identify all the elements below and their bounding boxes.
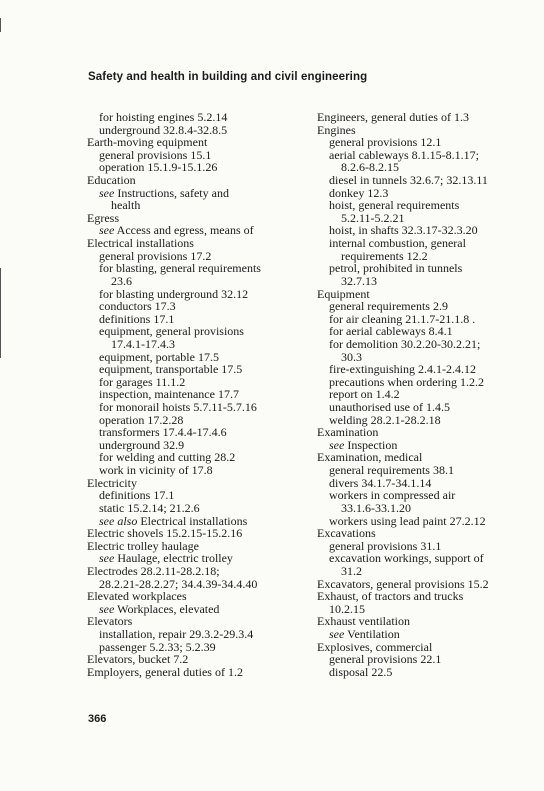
entry-text: Ventilation	[344, 626, 400, 641]
entry-text: general requirements 38.1	[329, 463, 454, 478]
entry-text: Workplaces, elevated	[114, 601, 220, 616]
entry-text: 23.6	[111, 273, 132, 288]
entry-text: precautions when ordering 1.2.2	[329, 374, 484, 389]
entry-text: report on 1.4.2	[329, 387, 400, 402]
page-number: 366	[88, 713, 107, 725]
entry-text: Electrical installations	[87, 236, 194, 251]
entry-text: general provisions 15.1	[99, 147, 212, 162]
entry-text: Instructions, safety and	[114, 185, 229, 200]
entry-text: workers in compressed air	[329, 488, 456, 503]
entry-text: equipment, general provisions	[99, 324, 244, 339]
entry-text: conductors 17.3	[99, 299, 176, 314]
entry-text: Exhaust, of tractors and trucks	[317, 589, 464, 604]
running-header: Safety and health in building and civil engineering	[88, 71, 368, 83]
entry-text: unauthorised use of 1.4.5	[329, 400, 450, 415]
entry-text: inspection, maintenance 17.7	[99, 387, 239, 402]
entry-text: Egress	[87, 210, 119, 225]
entry-text: equipment, transportable 17.5	[99, 362, 243, 377]
entry-text: Electrodes 28.2.11-28.2.18;	[87, 563, 220, 578]
entry-text: 8.2.6-8.2.15	[341, 160, 399, 175]
page-edge-mark-middle	[0, 268, 1, 358]
entry-text: 31.2	[341, 563, 362, 578]
entry-text: general provisions 17.2	[99, 248, 212, 263]
entry-text: 10.2.15	[329, 601, 365, 616]
entry-text: Explosives, commercial	[317, 639, 433, 654]
entry-text: general provisions 31.1	[329, 538, 442, 553]
entry-text: operation 17.2.28	[99, 412, 184, 427]
entry-text: Excavations	[317, 526, 376, 541]
entry-text: Education	[87, 173, 136, 188]
entry-text: definitions 17.1	[99, 488, 175, 503]
entry-text: for aerial cableways 8.4.1	[329, 324, 453, 339]
entry-text: Haulage, electric trolley	[114, 551, 233, 566]
entry-text: Electrical installations	[137, 513, 248, 528]
entry-text: Elevators, bucket 7.2	[87, 652, 189, 667]
entry-text: internal combustion, general	[329, 236, 466, 251]
entry-text: requirements 12.2	[341, 248, 428, 263]
entry-text: static 15.2.14; 21.2.6	[99, 500, 200, 515]
entry-text: divers 34.1.7-34.1.14	[329, 475, 432, 490]
entry-text: Earth-moving equipment	[87, 135, 208, 150]
entry-text: installation, repair 29.3.2-29.3.4	[99, 626, 254, 641]
entry-text: 28.2.21-28.2.27; 34.4.39-34.4.40	[99, 576, 258, 591]
entry-text: Electric shovels 15.2.15-15.2.16	[87, 526, 243, 541]
entry-text: Employers, general duties of 1.2	[87, 664, 243, 679]
entry-text: for air cleaning 21.1.7-21.1.8 .	[329, 311, 476, 326]
entry-text: 30.3	[341, 349, 362, 364]
entry-text: 5.2.11-5.2.21	[341, 210, 405, 225]
entry-text: underground 32.8.4-32.8.5	[99, 122, 228, 137]
entry-text: operation 15.1.9-15.1.26	[99, 160, 218, 175]
entry-text: diesel in tunnels 32.6.7; 32.13.11	[329, 173, 488, 188]
entry-text: general provisions 12.1	[329, 135, 442, 150]
entry-text: Examination, medical	[317, 450, 423, 465]
entry-text: Examination	[317, 425, 379, 440]
entry-text: aerial cableways 8.1.15-8.1.17;	[329, 147, 479, 162]
cross-reference-marker: see	[99, 223, 115, 238]
cross-reference-marker: see	[329, 626, 345, 641]
entry-text: 17.4.1-17.4.3	[111, 336, 175, 351]
entry-text: for monorail hoists 5.7.11-5.7.16	[99, 400, 257, 415]
entry-text: workers using lead paint 27.2.12	[329, 513, 486, 528]
entry-text: for garages 11.1.2	[99, 374, 186, 389]
entry-text: for demolition 30.2.20-30.2.21;	[329, 336, 481, 351]
entry-text: Excavators, general provisions 15.2	[317, 576, 489, 591]
entry-text: petrol, prohibited in tunnels	[329, 261, 463, 276]
entry-text: Elevated workplaces	[87, 589, 187, 604]
entry-text: for blasting underground 32.12	[99, 286, 249, 301]
entry-text: general provisions 22.1	[329, 652, 442, 667]
entry-text: underground 32.9	[99, 437, 185, 452]
entry-text: disposal 22.5	[329, 664, 393, 679]
entry-text: 32.7.13	[341, 273, 377, 288]
entry-text: equipment, portable 17.5	[99, 349, 219, 364]
entry-text: transformers 17.4.4-17.4.6	[99, 425, 227, 440]
entry-text: 33.1.6-33.1.20	[341, 500, 411, 515]
entry-text: passenger 5.2.33; 5.2.39	[99, 639, 216, 654]
entry-text: health	[111, 198, 141, 213]
cross-reference-marker: see	[99, 185, 115, 200]
entry-text: Inspection	[344, 437, 398, 452]
entry-text: Electricity	[87, 475, 137, 490]
entry-text: Access and egress, means of	[114, 223, 254, 238]
entry-text: Engineers, general duties of 1.3	[317, 110, 469, 124]
entry-text: Engines	[317, 122, 356, 137]
entry-text: hoist, in shafts 32.3.17-32.3.20	[329, 223, 478, 238]
entry-text: Electric trolley haulage	[87, 538, 199, 553]
index-column-left	[87, 111, 303, 678]
entry-text: hoist, general requirements	[329, 198, 460, 213]
cross-reference-marker: see	[99, 601, 115, 616]
entry-text: for hoisting engines 5.2.14	[99, 110, 228, 124]
cross-reference-marker: see	[329, 437, 345, 452]
entry-text: for blasting, general requirements	[99, 261, 261, 276]
index-heading	[87, 666, 303, 679]
entry-text: general requirements 2.9	[329, 299, 448, 314]
cross-reference-marker: see	[99, 551, 115, 566]
entry-text: work in vicinity of 17.8	[99, 463, 213, 478]
entry-text: Equipment	[317, 286, 370, 301]
entry-text: welding 28.2.1-28.2.18	[329, 412, 441, 427]
entry-text: for welding and cutting 28.2	[99, 450, 236, 465]
entry-text: fire-extinguishing 2.4.1-2.4.12	[329, 362, 476, 377]
page-edge-mark-top	[0, 18, 1, 32]
entry-text: definitions 17.1	[99, 311, 175, 326]
index-column-right	[317, 111, 517, 678]
index-subentry	[87, 199, 303, 212]
cross-reference-marker: see also	[99, 513, 138, 528]
index-subentry	[317, 666, 517, 679]
entry-text: donkey 12.3	[329, 185, 389, 200]
entry-text: Elevators	[87, 614, 133, 629]
entry-text: Exhaust ventilation	[317, 614, 410, 629]
entry-text: excavation workings, support of	[329, 551, 484, 566]
